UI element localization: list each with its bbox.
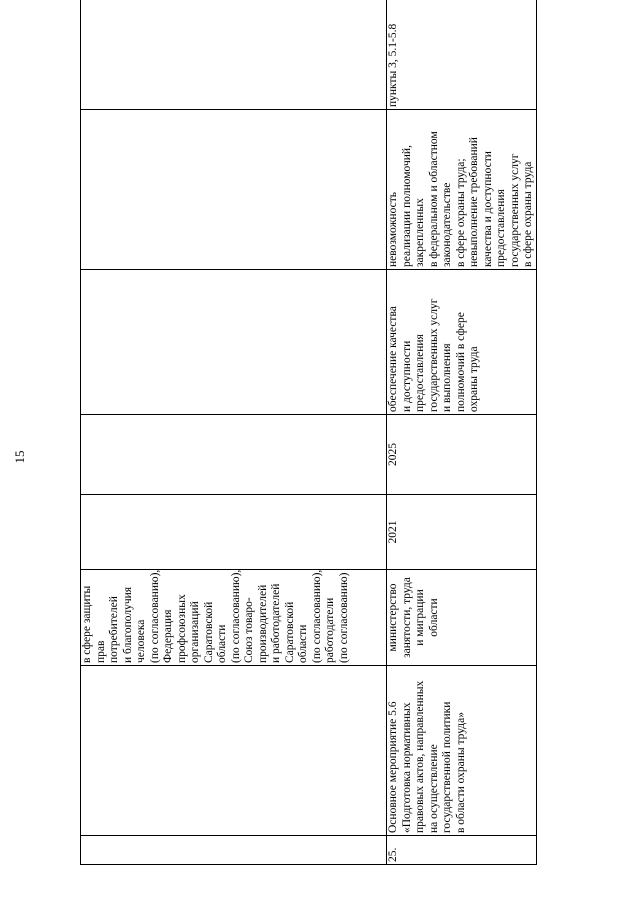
cell-consequences-empty (81, 110, 387, 270)
responsible-line: прав (94, 640, 107, 663)
consequences-line: в сфере охраны труда (522, 161, 534, 267)
cell-link-empty (81, 0, 387, 110)
activity-name-line: государственной политики (441, 701, 453, 833)
responsible-executor (387, 570, 537, 666)
consequences-line: предоставления (495, 189, 507, 267)
responsible-line: организаций (189, 601, 201, 663)
result-line: полномочий в сфере (454, 312, 467, 412)
responsible-line: (по согласованию) (337, 572, 350, 663)
consequences-line: в федеральном и областном (427, 131, 440, 267)
consequences-line: государственных услуг (508, 153, 521, 267)
cell-start-empty (81, 495, 387, 570)
cell-responsible-continued (81, 570, 387, 666)
responsible-line: Союз товаро- (243, 597, 255, 663)
result-line: государственных услуг (427, 298, 440, 412)
consequences-line: качества и доступности (481, 151, 494, 267)
expected-result (387, 270, 537, 415)
result-line: обеспечение качества (387, 306, 399, 412)
indicator-link: пункты 3, 5.1-5.8 (387, 0, 537, 110)
page-number: 15 (12, 450, 27, 464)
responsible-line: и благополучия (121, 586, 134, 663)
cell-end-empty (81, 415, 387, 495)
result-line: предоставления (414, 334, 426, 412)
responsible-line: области (427, 598, 440, 637)
responsible-line: в сфере защиты (81, 585, 93, 663)
consequences-line: в сфере охраны труда; (454, 158, 467, 267)
responsible-line: (по согласованию), (229, 569, 242, 663)
activity-name-line: правовых актов, направленных (414, 680, 426, 833)
responsible-line: работодатели (324, 597, 336, 663)
consequences-line: закрепленных (414, 198, 426, 267)
responsible-line: и работодателей (270, 583, 282, 663)
start-year: 2021 (387, 495, 537, 570)
consequences-line: законодательстве (441, 182, 453, 267)
consequences-line: реализации полномочий, (400, 145, 413, 267)
responsible-line: министерство (387, 583, 399, 652)
result-line: и доступности (400, 340, 413, 412)
responsible-line: Федерация (162, 609, 174, 663)
responsible-line: (по согласованию), (310, 569, 323, 663)
cell-number-empty (81, 836, 387, 865)
responsible-line: потребителей (108, 596, 120, 663)
activity-name-line: Основное мероприятие 5.6 (387, 701, 399, 833)
program-activities-table (80, 0, 537, 865)
consequences-line: невозможность (387, 192, 399, 267)
responsible-line: производителей (256, 584, 269, 663)
activity-name-line: «Подготовка нормативных (400, 702, 413, 833)
responsible-line: области (216, 624, 228, 663)
responsible-line: Саратовской (202, 601, 215, 663)
responsible-line: занятости, труда (400, 577, 413, 658)
activity-name-line: в области охраны труда» (454, 712, 467, 833)
activity-name (387, 666, 537, 836)
cell-result-empty (81, 270, 387, 415)
end-year: 2025 (387, 415, 537, 495)
responsible-line: Саратовской (283, 601, 296, 663)
cell-name-empty (81, 666, 387, 836)
consequences-line: невыполнение требований (468, 137, 480, 267)
activity-name-line: на осуществление (427, 744, 440, 833)
consequences (387, 110, 537, 270)
table-row-25 (387, 0, 537, 865)
responsible-line: (по согласованию), (148, 569, 161, 663)
program-table-wrapper (80, 23, 534, 865)
responsible-line: области (297, 624, 309, 663)
row-number: 25. (387, 836, 537, 865)
responsible-line: и миграции (414, 589, 426, 646)
table-row-continued (81, 0, 387, 865)
result-line: охраны труда (468, 346, 480, 412)
responsible-line: человека (135, 619, 147, 663)
responsible-line: профсоюзных (175, 594, 188, 663)
result-line: и выполнения (441, 343, 453, 412)
